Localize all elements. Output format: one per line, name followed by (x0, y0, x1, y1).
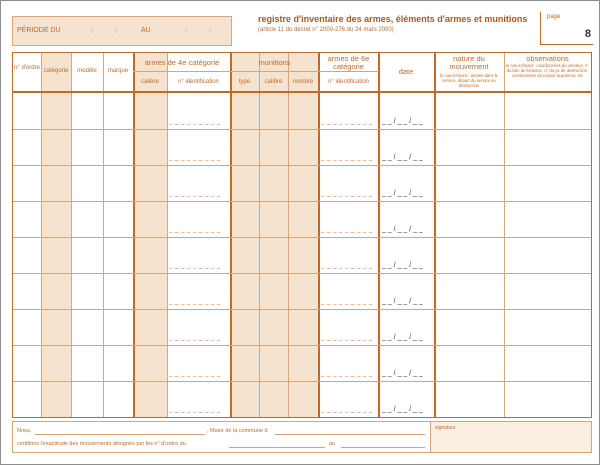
col-categorie-header: catégorie (43, 68, 69, 74)
footer-au: au (329, 441, 336, 447)
col-calibre-header: calibre (141, 79, 159, 85)
identification-placeholder: _ _ _ _ _ _ _ _ _ (169, 371, 221, 377)
identification6-placeholder: _ _ _ _ _ _ _ _ _ (321, 407, 373, 413)
identification-placeholder: _ _ _ _ _ _ _ _ _ (169, 155, 221, 161)
table-row[interactable] (13, 345, 591, 381)
col-observations-header: observations (526, 54, 569, 63)
date-placeholder: _ _ / _ _ / _ _ (382, 226, 423, 233)
identification-placeholder: _ _ _ _ _ _ _ _ _ (169, 299, 221, 305)
col-calibre2-header: calibre (264, 79, 283, 85)
page-number-box (540, 12, 593, 45)
nous-name-field[interactable] (35, 434, 205, 435)
period-du-label: PÉRIODE DU (17, 27, 61, 34)
identification6-placeholder: _ _ _ _ _ _ _ _ _ (321, 299, 373, 305)
identification6-placeholder: _ _ _ _ _ _ _ _ _ (321, 227, 373, 233)
page-label: page (547, 14, 561, 20)
footer-nous: Nous, (17, 428, 32, 434)
table-row[interactable] (13, 93, 591, 129)
date-placeholder: _ _ / _ _ / _ _ (382, 370, 423, 377)
period-slash: / (91, 25, 94, 35)
table-row[interactable] (13, 309, 591, 345)
register-table (12, 52, 592, 418)
date-placeholder: _ _ / _ _ / _ _ (382, 154, 423, 161)
identification6-placeholder: _ _ _ _ _ _ _ _ _ (321, 119, 373, 125)
footer-certifie: certifions l'exactitude des mouvements désignés par les n° d'ordre du (17, 441, 186, 447)
col-date-header: date (398, 67, 414, 76)
ordre-from-field[interactable] (229, 447, 325, 448)
date-placeholder: _ _ / _ _ / _ _ (382, 190, 423, 197)
identification-placeholder: _ _ _ _ _ _ _ _ _ (169, 263, 221, 269)
table-row[interactable] (13, 273, 591, 309)
col-nombre-header: nombre (292, 79, 314, 85)
col-ordre-header: n° d'ordre (14, 65, 40, 71)
table-row[interactable] (13, 237, 591, 273)
identification6-placeholder: _ _ _ _ _ _ _ _ _ (321, 155, 373, 161)
identification-placeholder: _ _ _ _ _ _ _ _ _ (169, 119, 221, 125)
col-modele-header: modèle (77, 68, 97, 74)
table-row[interactable] (13, 165, 591, 201)
date-placeholder: _ _ / _ _ / _ _ (382, 334, 423, 341)
col-observations-note: le cas échéant : coordonnées du vendeur, n° du bon de livraison, n° du pv de destruction, coordonnées du nouvel acquéreur, etc (506, 63, 589, 78)
col-identification6-header: n° identification (328, 79, 369, 85)
table-row[interactable] (13, 201, 591, 237)
page-subtitle: (article 11 du décret n° 2000-276 du 24 mars 2000) (258, 27, 394, 33)
ordre-to-field[interactable] (341, 447, 425, 448)
identification6-placeholder: _ _ _ _ _ _ _ _ _ (321, 335, 373, 341)
signature-label: signature (435, 425, 456, 431)
identification-placeholder: _ _ _ _ _ _ _ _ _ (169, 407, 221, 413)
page-title: registre d'inventaire des armes, éléments d'armes et munitions (258, 14, 528, 24)
period-field[interactable] (12, 16, 232, 46)
table-row[interactable] (13, 381, 591, 417)
col-armes6-header: armes de 6e catégorie (327, 54, 370, 71)
commune-field[interactable] (275, 434, 425, 435)
col-nature-note: le cas échéant : arrivée dans le service, départ du service ou destruction (440, 73, 498, 88)
identification6-placeholder: _ _ _ _ _ _ _ _ _ (321, 263, 373, 269)
col-type-header: type (238, 79, 251, 85)
col-identification-header: n° identification (178, 79, 219, 85)
table-row[interactable] (13, 129, 591, 165)
identification-placeholder: _ _ _ _ _ _ _ _ _ (169, 227, 221, 233)
date-placeholder: _ _ / _ _ / _ _ (382, 118, 423, 125)
signature-box[interactable] (430, 421, 592, 453)
date-placeholder: _ _ / _ _ / _ _ (382, 262, 423, 269)
identification6-placeholder: _ _ _ _ _ _ _ _ _ (321, 191, 373, 197)
page-number: 8 (584, 28, 591, 40)
footer-maire: , Maire de la commune d (207, 428, 268, 434)
period-slash: / (209, 25, 212, 35)
period-slash: / (185, 25, 188, 35)
date-placeholder: _ _ / _ _ / _ _ (382, 298, 423, 305)
period-au-label: AU (141, 27, 151, 34)
col-munitions-header: munitions (258, 58, 291, 67)
identification-placeholder: _ _ _ _ _ _ _ _ _ (169, 335, 221, 341)
identification6-placeholder: _ _ _ _ _ _ _ _ _ (321, 371, 373, 377)
date-placeholder: _ _ / _ _ / _ _ (382, 406, 423, 413)
col-marque-header: marque (107, 68, 129, 74)
col-nature-header: nature du mouvement (449, 54, 489, 71)
period-slash: / (115, 25, 118, 35)
col-armes4-header: armes de 4e catégorie (144, 58, 220, 67)
identification-placeholder: _ _ _ _ _ _ _ _ _ (169, 191, 221, 197)
